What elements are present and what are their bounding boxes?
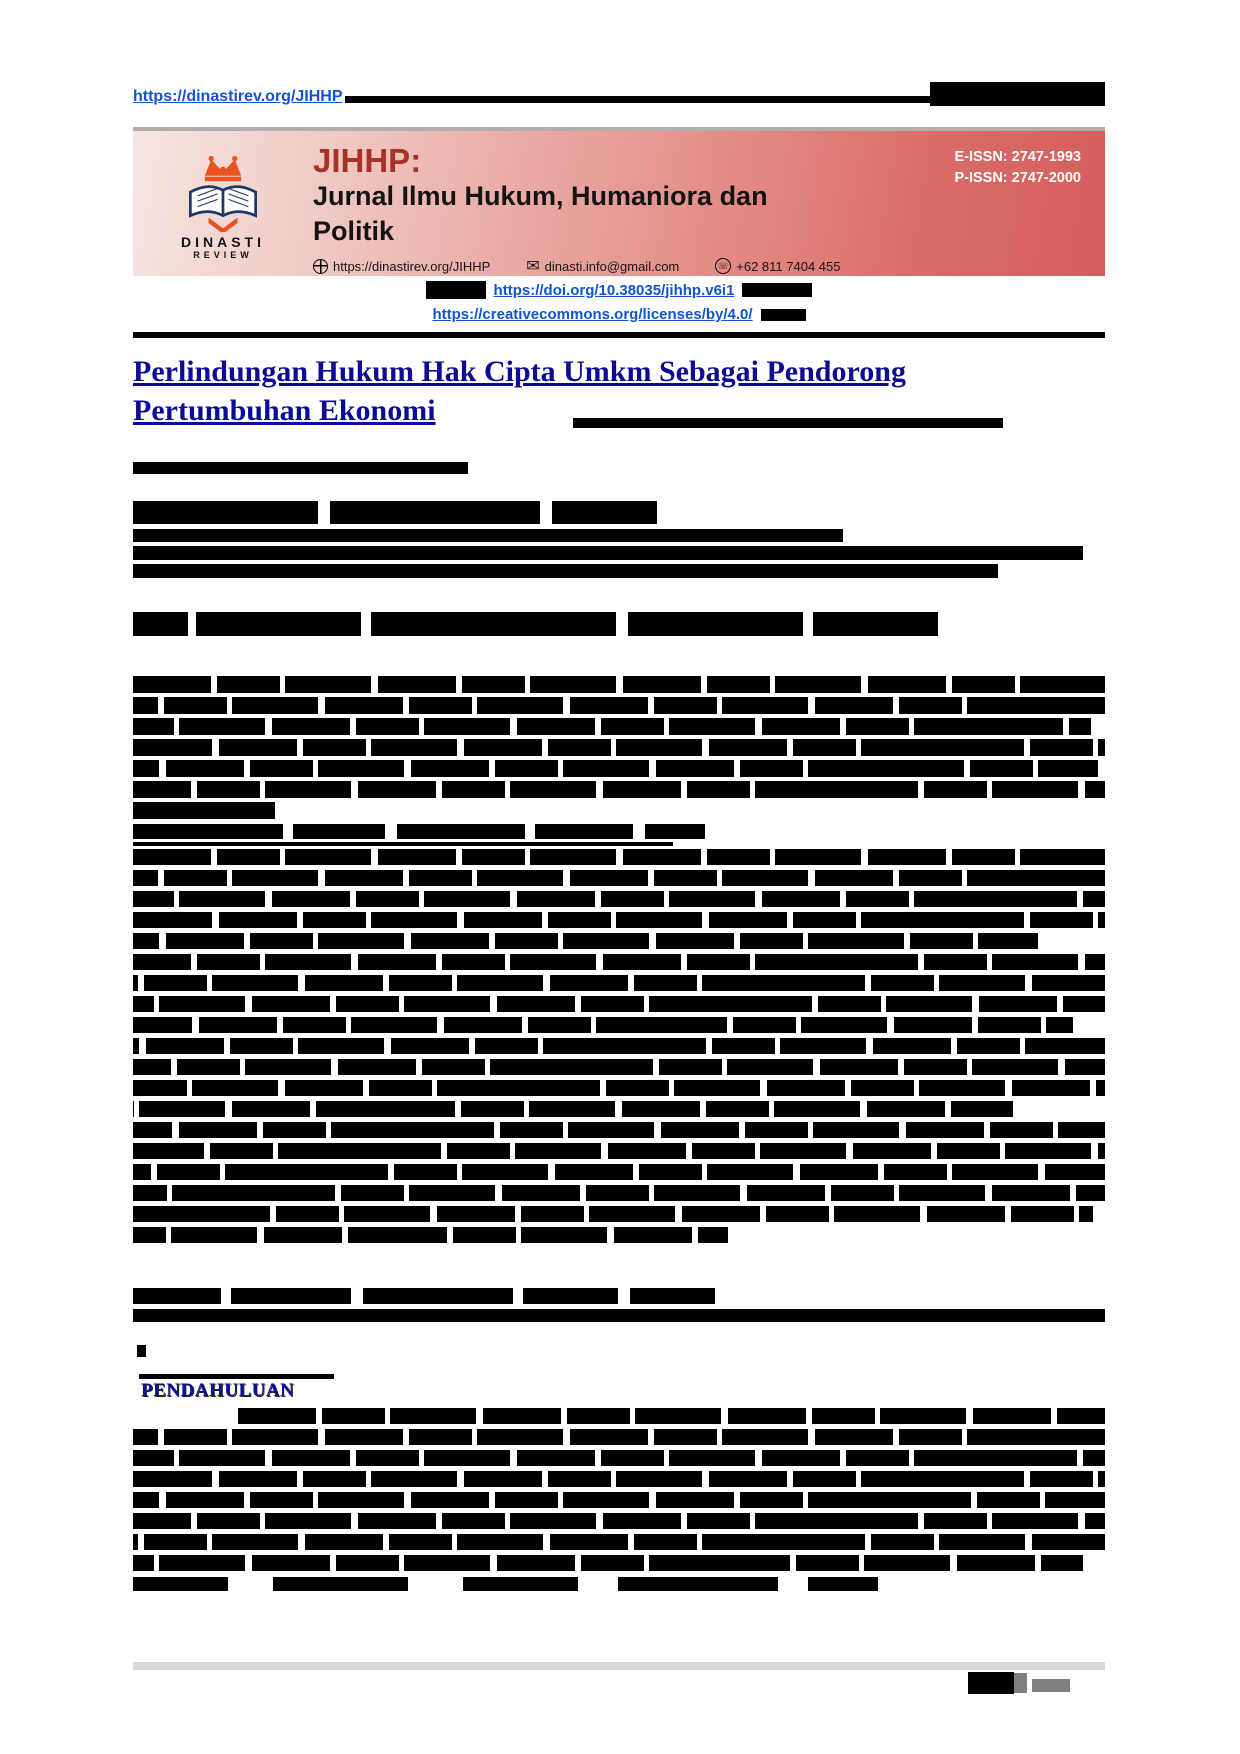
pendahuluan-heading: PENDAHULUAN <box>141 1380 295 1401</box>
redacted-text-line <box>133 1122 1105 1138</box>
dinasti-logo-icon <box>177 154 269 232</box>
website-text: https://dinastirev.org/JIHHP <box>333 258 491 274</box>
redacted-text-line <box>133 1492 1105 1508</box>
redacted-text-line <box>133 891 1105 907</box>
redacted-text-line <box>133 697 1105 714</box>
license-line <box>133 306 1105 323</box>
redacted-text-line <box>133 1555 1083 1571</box>
redacted-word <box>133 1577 228 1591</box>
page-header <box>133 80 1105 106</box>
redacted-text-line <box>133 760 1098 777</box>
redacted-text-line <box>133 1513 1105 1529</box>
article-title-line2: Pertumbuhan Ekonomi <box>133 394 436 427</box>
redacted-word <box>552 501 657 524</box>
issn-block <box>954 147 1081 189</box>
doi-link[interactable]: https://doi.org/10.38035/jihhp.v6i1 <box>493 281 735 299</box>
redacted-section-heading-1 <box>133 824 1105 846</box>
word-gap <box>361 612 371 636</box>
redacted-text-line <box>133 1309 1105 1322</box>
redacted-doi-suffix <box>742 283 812 297</box>
redacted-word <box>363 1288 513 1304</box>
license-link[interactable]: https://creativecommons.org/licenses/by/4.0/ <box>432 306 753 323</box>
redacted-text-line <box>133 1101 1013 1117</box>
word-gap <box>540 501 552 524</box>
journal-name-line1: Jurnal Ilmu Hukum, Humaniora dan <box>313 181 768 211</box>
journal-acronym: JIHHP: <box>313 142 422 179</box>
redacted-word <box>463 1577 578 1591</box>
redacted-word <box>293 824 385 839</box>
redacted-word <box>330 501 540 524</box>
redacted-word <box>133 501 318 524</box>
redacted-text-line <box>133 912 1105 928</box>
word-gap <box>283 824 293 839</box>
word-gap <box>578 1577 618 1591</box>
word-gap <box>221 1288 231 1304</box>
redacted-word <box>523 1288 618 1304</box>
redacted-word <box>618 1577 778 1591</box>
redacted-text-line <box>139 1374 334 1379</box>
journal-banner <box>133 127 1105 276</box>
redacted-text-line <box>133 1206 1093 1222</box>
redacted-text-line <box>133 676 1105 693</box>
email-text: dinasti.info@gmail.com <box>544 258 680 274</box>
redacted-word <box>231 1288 351 1304</box>
redacted-word <box>133 612 188 636</box>
redacted-text-line <box>133 996 1105 1012</box>
redacted-word <box>397 824 525 839</box>
redacted-text-line <box>137 1345 146 1357</box>
pissn-text: P-ISSN: 2747-2000 <box>954 170 1081 186</box>
word-gap <box>318 501 330 524</box>
website-item <box>313 259 490 274</box>
page-badge-label <box>1032 1679 1070 1692</box>
doi-block <box>133 281 1105 330</box>
redacted-text-line <box>133 824 1105 839</box>
redacted-word <box>808 1577 878 1591</box>
redacted-text-line <box>133 1080 1105 1096</box>
redacted-word <box>133 1288 221 1304</box>
redacted-text-line <box>133 842 673 846</box>
redacted-word <box>645 824 705 839</box>
redacted-section-heading-2 <box>133 1288 1105 1322</box>
redacted-text-line <box>133 529 843 542</box>
word-gap <box>618 1288 630 1304</box>
eissn-text: E-ISSN: 2747-1993 <box>954 149 1081 165</box>
word-gap <box>385 824 397 839</box>
word-gap <box>525 824 535 839</box>
redacted-word <box>371 612 616 636</box>
mail-icon: ✉ <box>526 257 540 275</box>
redacted-text-line <box>238 1408 1105 1424</box>
redacted-text-line <box>133 1429 1105 1445</box>
redacted-text-line <box>133 954 1105 970</box>
logo-text-review: REVIEW <box>193 249 253 260</box>
phone-item <box>715 258 840 274</box>
word-gap <box>513 1288 523 1304</box>
redacted-word <box>813 612 938 636</box>
article-title <box>133 352 1105 430</box>
header-rule <box>345 96 930 103</box>
page-badge-separator <box>1014 1673 1027 1693</box>
article-title-line1: Perlindungan Hukum Hak Cipta Umkm Sebagai Pendorong <box>133 355 906 388</box>
redacted-title-annotation <box>573 418 1003 428</box>
phone-text: +62 811 7404 455 <box>736 258 841 274</box>
stray-period-mark <box>133 1345 1105 1357</box>
footer-divider <box>133 1662 1105 1670</box>
redacted-text-line <box>133 1185 1105 1201</box>
redacted-text-line <box>133 1471 1105 1487</box>
word-gap <box>778 1577 808 1591</box>
redacted-text-line <box>133 546 1083 560</box>
banner-contact-row <box>313 258 1105 274</box>
word-gap <box>351 1288 363 1304</box>
word-gap <box>633 824 645 839</box>
redacted-text-line <box>133 933 1038 949</box>
redacted-text-line <box>133 1577 1105 1591</box>
redacted-text-line <box>133 739 1105 756</box>
redacted-text-line <box>133 975 1105 991</box>
redacted-text-line <box>133 781 1105 798</box>
redacted-volume-info <box>930 82 1105 106</box>
redacted-text-line <box>133 1143 1105 1159</box>
phone-icon: ☏ <box>715 258 731 274</box>
redacted-fragment-above-heading <box>133 1374 1105 1379</box>
redacted-text-line <box>133 718 1091 735</box>
redacted-authors-block <box>133 462 1105 636</box>
redacted-text-line <box>133 462 468 474</box>
redacted-text-line <box>133 501 1105 524</box>
page-number-badge <box>968 1672 1070 1694</box>
journal-logo <box>133 131 313 276</box>
redacted-word <box>628 612 803 636</box>
redacted-doi-label <box>426 281 486 299</box>
redacted-word <box>535 824 633 839</box>
word-gap <box>616 612 628 636</box>
globe-icon <box>313 259 328 274</box>
word-gap <box>803 612 813 636</box>
redacted-body-paragraphs-1 <box>133 849 1105 1243</box>
email-item <box>526 259 679 274</box>
redacted-text-line <box>133 1017 1073 1033</box>
redacted-text-line <box>133 870 1105 886</box>
word-gap <box>408 1577 463 1591</box>
journal-name-line2: Politik <box>313 216 395 246</box>
redacted-word <box>196 612 361 636</box>
redacted-text-line <box>133 564 998 578</box>
logo-text-dinasti: DINASTI <box>181 233 265 250</box>
redacted-word <box>630 1288 715 1304</box>
redacted-text-line <box>133 802 275 819</box>
section-divider-rule <box>133 332 1105 338</box>
redacted-text-line <box>133 1450 1105 1466</box>
redacted-text-line <box>133 849 1105 865</box>
doi-line <box>133 281 1105 299</box>
redacted-abstract-block <box>133 676 1105 819</box>
redacted-text-line <box>133 612 1105 636</box>
redacted-text-line <box>133 1059 1105 1075</box>
redacted-text-line <box>133 1288 1105 1304</box>
redacted-body-paragraphs-2 <box>133 1408 1105 1591</box>
redacted-license-suffix <box>761 309 806 321</box>
redacted-text-line <box>133 1164 1105 1180</box>
redacted-text-line <box>133 1534 1105 1550</box>
redacted-word <box>273 1577 408 1591</box>
redacted-text-line <box>133 1038 1105 1054</box>
word-gap <box>188 612 196 636</box>
journal-url-link[interactable]: https://dinastirev.org/JIHHP <box>133 88 343 105</box>
redacted-page-number <box>968 1672 1014 1694</box>
word-gap <box>228 1577 273 1591</box>
redacted-word <box>133 824 283 839</box>
redacted-text-line <box>133 1227 728 1243</box>
